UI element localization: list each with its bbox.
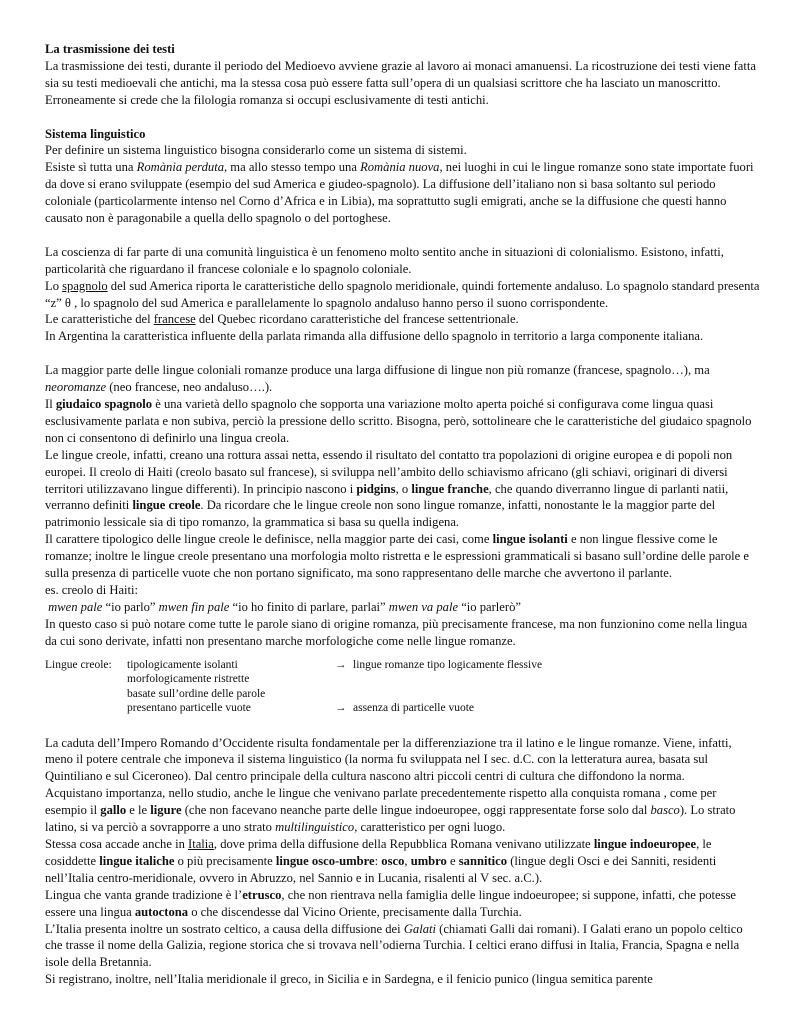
paragraph-celtico: L’Italia presenta inoltre un sostrato celtico, a causa della diffusione dei Galati (chiamati Galli dai romani). I Galati erano un popolo celtico che trasse il nome della Galizia, regione storica che si trovava nell’odierna Turchia. I celtici erano diffusi in Italia, Francia, Spagna e nella isole della Bretannia. xyxy=(45,921,743,970)
paragraph-creole: Le lingue creole, infatti, creano una rottura assai netta, essendo il risultato del contatto tra popolazioni di origine europea e di popoli non europei. Il creolo di Haiti (creolo basato sul francese), si sviluppa nell’ambito dello schiavismo africano (gli schiavi, originari di diversi territori utilizzavano lingue differenti). In principio nascono i pidgins, o lingue franche, che quando diverranno lingue di parlanti natii, verranno definiti lingue creole. Da ricordare che le lingue creole non sono lingue romanze, infatti, nonostante le la maggior parte del patrimonio lessicale sia di tipo romanzo, la grammatica si basa su quella indigena. xyxy=(45,447,733,530)
paragraph-sistema-def: Per definire un sistema linguistico bisogna considerarlo come un sistema di sistemi. xyxy=(45,143,467,158)
arrow-right-icon: → xyxy=(335,702,347,715)
paragraph-etrusco: Lingua che vanta grande tradizione è l’etrusco, che non rientrava nella famiglia delle lingue indoeuropee; si suppone, infatti, che potesse essere una lingua autoctona o che discendesse dal Vicino Oriente, precisamente dalla Turchia. xyxy=(45,887,737,919)
paragraph-questo-caso: In questo caso si può notare come tutte le parole siano di origine romanza, più precisamente francese, ma non funzionino come nella lingua da cui sono derivate, infatti non presentano marche morfologiche come nelle lingue romanze. xyxy=(45,616,748,648)
table-row: morfologicamente ristrette xyxy=(127,673,250,686)
paragraph-francese: Le caratteristiche del francese del Quebec ricordano caratteristiche del francese settentrionale. xyxy=(45,312,519,327)
table-row: presentano particelle vuote → assenza di particelle vuote xyxy=(127,702,475,715)
paragraph-spagnolo: Lo spagnolo del sud America riporta le caratteristiche dello spagnolo meridionale, quindi fortemente andaluso. Lo spagnolo standard presenta “z” θ , lo spagnolo del sud America e parallelamente lo spagnolo andaluso hanno perso il suono corrispondente. xyxy=(45,278,760,310)
creole-comparison-table xyxy=(45,658,760,716)
paragraph-neoromanze: La maggior parte delle lingue coloniali romanze produce una larga diffusione di lingue non più romanze (francese, spagnolo…), ma neoromanze (neo francese, neo andaluso….). xyxy=(45,363,710,395)
heading-trasmissione: La trasmissione dei testi xyxy=(45,42,175,56)
document-page xyxy=(45,41,760,988)
paragraph-tipologico: Il carattere tipologico delle lingue creole le definisce, nella maggior parte dei casi, come lingue isolanti e non lingue flessive come le romanze; inoltre le lingue creole presentano una morfologia molto ristretta e le espressioni grammaticali si basano sull’ordine delle parole e sulla presenza di particelle vuote che non portano significato, ma sono rappresentano delle marche che avvertono il parlante. xyxy=(45,532,749,581)
table-row: Lingue creole: tipologicamente isolanti → lingue romanze tipo logicamente flessive xyxy=(45,658,543,671)
paragraph-esempio-label: es. creolo di Haiti: xyxy=(45,582,139,597)
paragraph-esempi: mwen pale “io parlo” mwen fin pale “io ho finito di parlare, parlai” mwen va pale “io parlerò” xyxy=(48,599,521,614)
paragraph-giudaico: Il giudaico spagnolo è una varietà dello spagnolo che sopporta una variazione molto aperta poiché si configurava come lingua quasi esclusivamente parlata e non subiva, perciò la pressione dello scritto. Bisogna, però, sottolineare che le caratteristiche del giudaico spagnolo non ci consentono di definirlo una lingua creola. xyxy=(45,396,752,445)
paragraph-greco: Si registrano, inoltre, nell’Italia meridionale il greco, in Sicilia e in Sardegna, e il fenicio punico (lingua semitica parente xyxy=(45,972,653,987)
table-row: basate sull’ordine delle parole xyxy=(127,687,266,700)
paragraph-romania: Esiste sì tutta una Romània perduta, ma allo stesso tempo una Romània nuova, nei luoghi in cui le lingue romanze sono state importate fuori da dove si erano sviluppate (esempio del sud America e giudeo-spagnolo). La diffusione dell’italiano non si basa soltanto sul periodo coloniale (particolarmente intenso nel Corno d’Africa e in Libia), ma soprattutto sugli emigrati, anche se la diffusione che questi hanno causato non è paragonabile a quella dello spagnolo o del portoghese. xyxy=(45,160,754,226)
paragraph-coscienza: La coscienza di far parte di una comunità linguistica è un fenomeno molto sentito anche in situazioni di colonialismo. Esistono, infatti, particolarità che riguardano il francese coloniale e lo spagnolo coloniale. xyxy=(45,244,724,276)
paragraph-italia: Stessa cosa accade anche in Italia, dove prima della diffusione della Repubblica Romana venivano utilizzate lingue indoeuropee, le cosiddette lingue italiche o più precisamente lingue osco-umbre: osco, umbro e sannitico (lingue degli Osci e dei Sanniti, residenti nell’Italia centro-meridionale, ovvero in Abruzzo, nel Sannio e in Lucania, risalenti al V sec. a.C.). xyxy=(45,837,717,885)
paragraph-impero: La caduta dell’Impero Romando d’Occidente risulta fondamentale per la differenziazione tra il latino e le lingue romanze. Viene, infatti, meno il potere centrale che imponeva il sistema linguistico (la norma fu sviluppata nel I sec. d.C. con la letteratura aurea, basata sul Quintiliano e sul Ciceroneo). Dal centro principale della cultura nascono altri piccoli centri di cultura che diffondono la norma. xyxy=(45,735,732,784)
paragraph-argentina: In Argentina la caratteristica influente della parlata rimanda alla diffusione dello spagnolo in territorio a larga componente italiana. xyxy=(45,329,704,344)
paragraph-importanza: Acquistano importanza, nello studio, anche le lingue che venivano parlate precedentemente rispetto alla conquista romana , come per esempio il gallo e le ligure (che non facevano neanche parte delle lingue indoeuropee, oggi rappresentate forse solo dal basco). Lo strato latino, si va perciò a sovrapporre a uno strato multilinguistico, caratteristico per ogni luogo. xyxy=(45,786,736,835)
heading-sistema: Sistema linguistico xyxy=(45,126,146,141)
arrow-right-icon: → xyxy=(335,658,347,671)
table-label: Lingue creole: xyxy=(45,658,112,671)
paragraph-trasmissione: La trasmissione dei testi, durante il periodo del Medioevo avviene grazie al lavoro ai monaci amanuensi. La ricostruzione dei testi viene fatta sia su testi medioevali che antichi, ma la stessa cosa può essere fatta sull’opera di un qualsiasi scrittore che ha lasciato un manoscritto. Erroneamente si crede che la filologia romanza si occupi esclusivamente di testi antichi. xyxy=(45,58,756,107)
